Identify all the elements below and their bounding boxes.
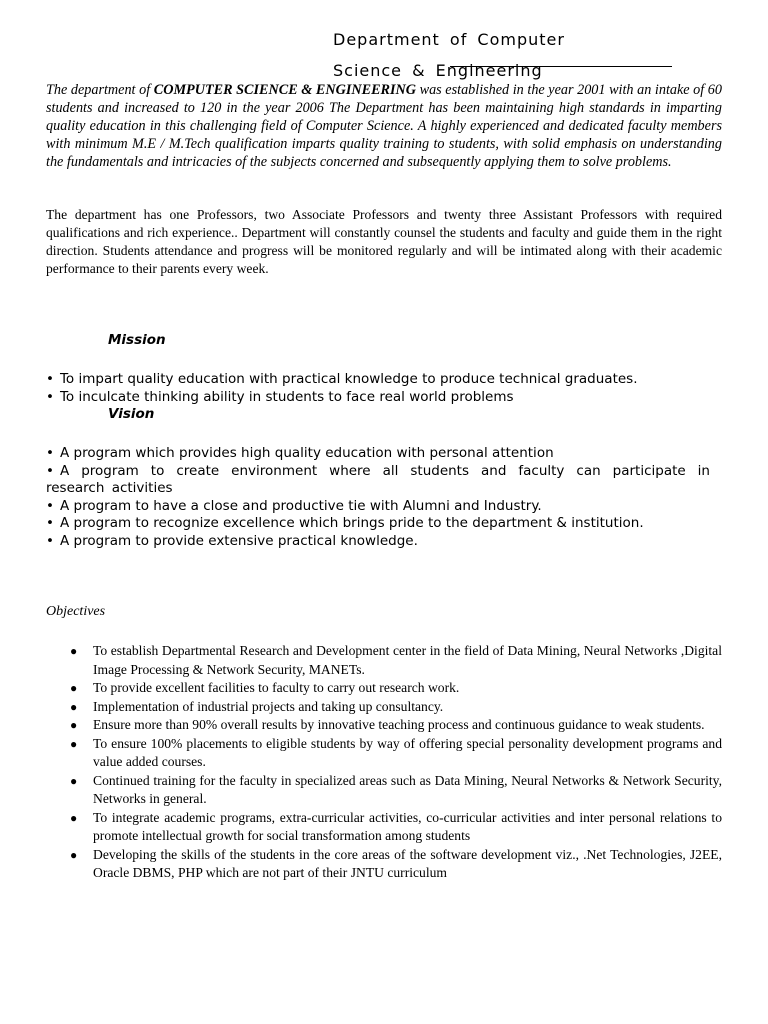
list-item: ● Continued training for the faculty in specialized areas such as Data Mining, Neural Networks & Network Security, Networks in general. xyxy=(70,772,722,806)
bullet-icon: ● xyxy=(70,718,78,732)
intro-text-before: The department of xyxy=(46,82,154,98)
bullet-icon: ● xyxy=(70,810,78,825)
bullet-icon: • xyxy=(46,532,54,549)
list-item: • A program to create environment where all students and faculty can participate in research activities xyxy=(46,462,710,496)
objectives-list xyxy=(70,642,722,883)
list-item: ● To provide excellent facilities to faculty to carry out research work. xyxy=(70,679,722,698)
bullet-icon: ● xyxy=(70,699,78,714)
bullet-icon: • xyxy=(46,371,54,387)
bullet-icon: ● xyxy=(70,681,78,695)
mission-heading: Mission xyxy=(108,332,166,348)
list-item: • To inculcate thinking ability in students to face real world problems xyxy=(46,388,514,405)
list-item: • A program which provides high quality education with personal attention xyxy=(46,445,554,461)
bullet-icon: • xyxy=(46,515,54,531)
title-line-1: Department of Computer xyxy=(333,30,565,49)
bullet-icon: ● xyxy=(70,736,78,751)
list-item: • To impart quality education with practical knowledge to produce technical graduates. xyxy=(46,371,638,387)
list-item: ● To ensure 100% placements to eligible students by way of offering special personality development programs and value added courses. xyxy=(70,735,722,769)
bullet-icon: • xyxy=(46,462,54,479)
page-title xyxy=(333,24,633,86)
bullet-icon: • xyxy=(46,445,54,461)
bullet-icon: ● xyxy=(70,773,78,788)
bullet-icon: ● xyxy=(70,847,78,862)
list-item: • A program to provide extensive practical knowledge. xyxy=(46,532,418,549)
bullet-icon: • xyxy=(46,497,54,514)
intro-paragraph xyxy=(46,81,722,171)
objectives-heading: Objectives xyxy=(46,604,106,619)
mission-list xyxy=(46,371,710,406)
vision-list xyxy=(46,445,710,550)
bullet-icon: ● xyxy=(70,644,78,658)
bullet-icon: • xyxy=(46,388,54,405)
list-item: ● To establish Departmental Research and Development center in the field of Data Mining, Neural Networks ,Digital Image Processing & Network Security, MANETs. xyxy=(70,643,722,677)
list-item: • A program to have a close and productive tie with Alumni and Industry. xyxy=(46,497,542,514)
list-item: ● Implementation of industrial projects and taking up consultancy. xyxy=(70,698,722,717)
title-underline xyxy=(450,66,672,67)
vision-heading: Vision xyxy=(108,406,155,422)
list-item: ● Ensure more than 90% overall results by innovative teaching process and continuous guidance to weak students. xyxy=(70,716,722,735)
intro-text-after: was established in the year 2001 with an intake of 60 students and increased to 120 in the year 2006 The Department has been maintaining high standards in imparting quality education in this challenging field of Computer Science. A highly experienced and dedicated faculty members with minimum M.E / M.Tech qualification imparts quality training to students, with solid emphasis on understanding the fundamentals and intricacies of the subjects concerned and subsequently applying them to solve problems. xyxy=(46,82,722,170)
department-name: COMPUTER SCIENCE & ENGINEERING xyxy=(153,82,417,98)
list-item: • A program to recognize excellence which brings pride to the department & institution. xyxy=(46,515,644,531)
list-item: ● Developing the skills of the students in the core areas of the software development viz., .Net Technologies, J2EE, Oracle DBMS, PHP which are not part of their JNTU curriculum xyxy=(70,846,722,880)
title-line-2: Science & Engineering xyxy=(333,61,543,80)
list-item: ● To integrate academic programs, extra-curricular activities, co-curricular activities and inter personal relations to promote intellectual growth for social transformation among students xyxy=(70,809,722,843)
faculty-paragraph: The department has one Professors, two Associate Professors and twenty three Assistant Professors with required qualifications and rich experience.. Department will constantly counsel the students and faculty and guide them in the right direction. Students attendance and progress will be monitored regularly and will be intimated along with their academic performance to their parents every week. xyxy=(46,207,722,276)
